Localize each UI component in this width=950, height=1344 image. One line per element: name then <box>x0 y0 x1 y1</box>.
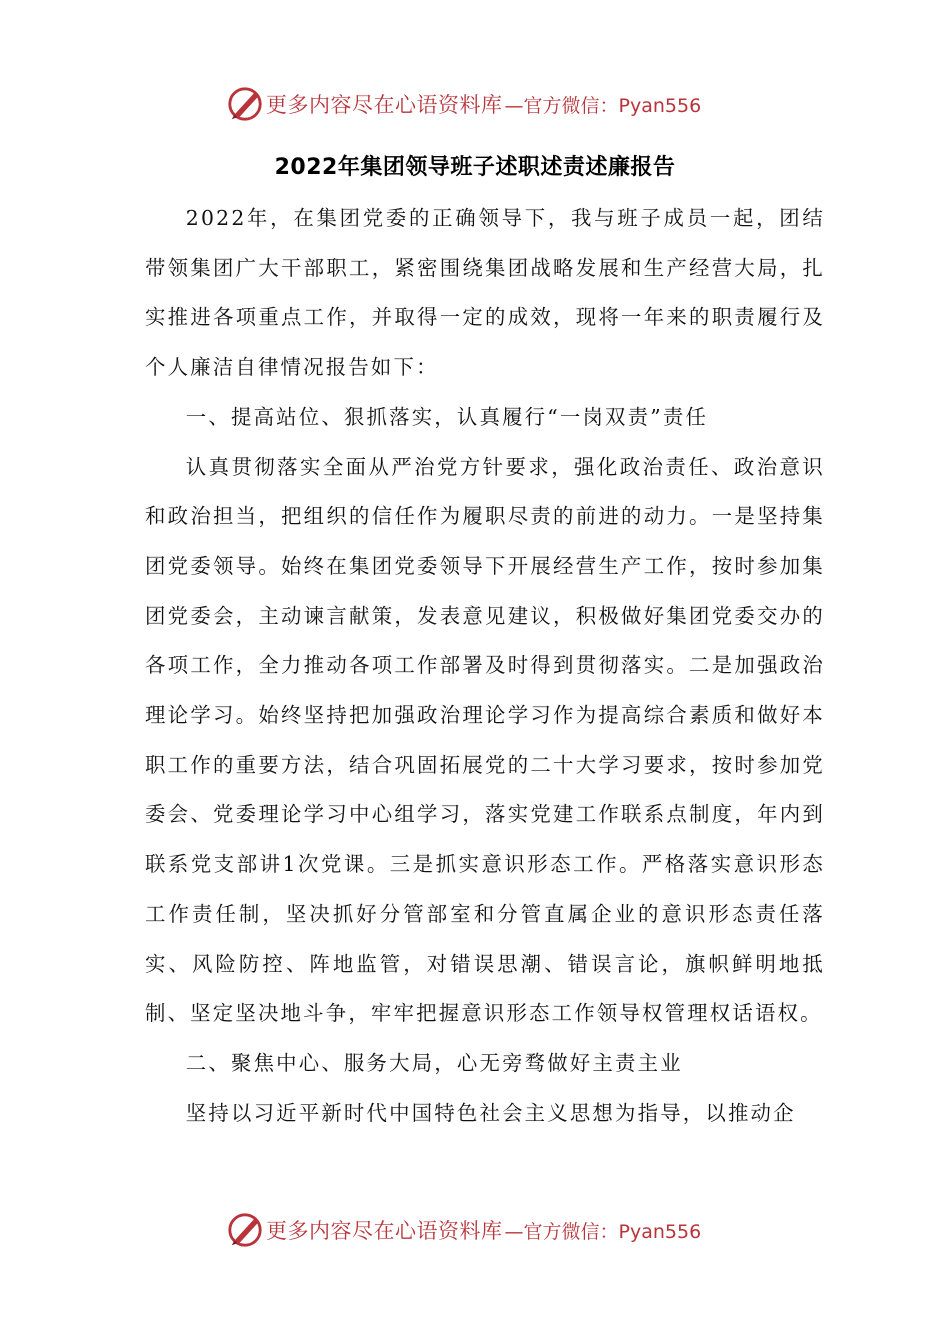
footer-watermark-sub: —官方微信：Pyan556 <box>504 1220 702 1243</box>
paragraph-section-1: 认真贯彻落实全面从严治党方针要求，强化政治责任、政治意识和政治担当，把组织的信任作为履职尽责的前进的动力。一是坚持集团党委领导。始终在集团党委领导下开展经营生产工作，按时参加集团党委会，主动谏言献策，发表意见建议，积极做好集团党委交办的各项工作，全力推动各项工作部署及时得到贯彻落实。二是加强政治理论学习。始终坚持把加强政治理论学习作为提高综合素质和做好本职工作的重要方法，结合巩固拓展党的二十大学习要求，按时参加党委会、党委理论学习中心组学习，落实党建工作联系点制度，年内到联系党支部讲1次党课。三是抓实意识形态工作。严格落实意识形态工作责任制，坚决抓好分管部室和分管直属企业的意识形态责任落实、风险防控、阵地监管，对错误思潮、错误言论，旗帜鲜明地抵制、坚定坚决地斗争，牢牢把握意识形态工作领导权管理权话语权。 <box>145 454 825 1026</box>
header-watermark <box>226 84 701 124</box>
paragraph-section-2: 坚持以习近平新时代中国特色社会主义思想为指导，以推动企 <box>185 1100 796 1125</box>
section-heading-2: 二、聚焦中心、服务大局，心无旁骛做好主责主业 <box>185 1050 683 1075</box>
pen-logo-icon <box>226 85 264 123</box>
document-title: 2022年集团领导班子述职述责述廉报告 <box>274 155 676 180</box>
document-body <box>145 194 825 1138</box>
footer-watermark <box>226 1210 701 1250</box>
paragraph-intro: 2022年，在集团党委的正确领导下，我与班子成员一起，团结带领集团广大干部职工，紧密围绕集团战略发展和生产经营大局，扎实推进各项重点工作，并取得一定的成效，现将一年来的职责履行及个人廉洁自律情况报告如下： <box>145 206 825 380</box>
footer-watermark-text: 更多内容尽在心语资料库 <box>266 1219 503 1243</box>
header-watermark-sub: —官方微信：Pyan556 <box>504 94 702 117</box>
pen-logo-icon <box>226 1211 264 1249</box>
section-heading-1: 一、提高站位、狠抓落实，认真履行“一岗双责”责任 <box>185 404 709 429</box>
header-watermark-text: 更多内容尽在心语资料库 <box>266 93 503 117</box>
